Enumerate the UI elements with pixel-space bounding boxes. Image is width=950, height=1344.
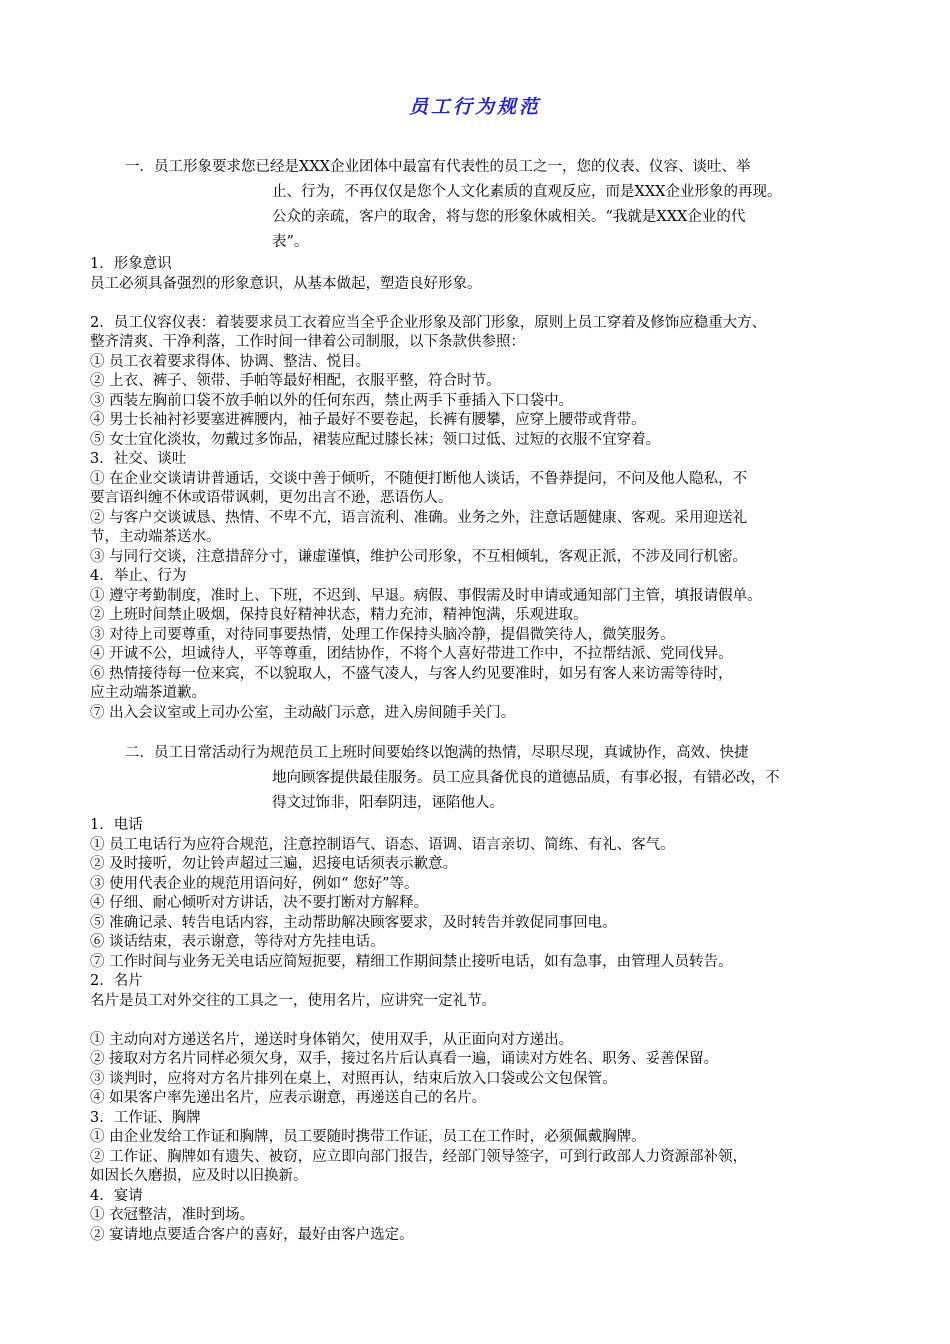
list-item: ② 上衣、裤子、领带、手帕等最好相配，衣服平整，符合时节。 (90, 373, 501, 389)
list-item: ④ 开诚不公，坦诚待人，平等尊重，团结协作，不将个人喜好带进工作中，不拉帮结派、党同伐异。 (90, 646, 733, 662)
paragraph-line: 2．员工仪容仪表：着装要求员工衣着应当全乎企业形象及部门形象，原则上员工穿着及修饰应稳重大方、 (90, 314, 767, 331)
list-item: ① 在企业交谈请讲普通话，交谈中善于倾听，不随便打断他人谈话，不鲁莽提问，不问及他人隐私，不 (90, 470, 748, 487)
subsection-heading: 4．举止、行为 (90, 568, 187, 584)
list-item: ② 与客户交谈诚恳、热情、不卑不亢，语言流利、准确。业务之外，注意话题健康、客观。采用迎送礼 (90, 509, 748, 526)
list-item: ① 由企业发给工作证和胸牌，员工要随时携带工作证，员工在工作时，必须佩戴胸牌。 (90, 1129, 646, 1145)
list-item: 要言语纠缠不休或语带讽刺，更勿出言不逊，恶语伤人。 (90, 490, 453, 506)
section2-heading-cont-1: 地向顾客提供最佳服务。员工应具备优良的道德品质，有事必报，有错必改，不 (272, 770, 780, 786)
subsection-heading: 2．名片 (90, 973, 143, 989)
list-item: 应主动端茶道歉。 (90, 685, 206, 701)
section2-heading-cont-2: 得文过饰非，阳奉阴违，诬陷他人。 (272, 795, 504, 811)
list-item: ⑦ 工作时间与业务无关电话应简短扼要，精细工作期间禁止接听电话，如有急事，由管理人员转告。 (90, 953, 733, 970)
list-item: ① 员工电话行为应符合规范，注意控制语气、语态、语调、语言亲切、简练、有礼、客气。 (90, 836, 675, 853)
list-item: ④ 如果客户率先递出名片，应表示谢意，再递送自己的名片。 (90, 1090, 487, 1106)
subsection-heading: 3．工作证、胸牌 (90, 1109, 201, 1126)
list-item: ① 员工衣着要求得体、协调、整洁、悦目。 (90, 353, 371, 370)
list-item: ② 及时接听，勿让铃声超过三遍，迟接电话须表示歉意。 (90, 856, 458, 872)
list-item: ① 衣冠整洁，准时到场。 (90, 1207, 255, 1223)
list-item: ⑤ 女士宜化淡妆，勿戴过多饰品，裙装应配过膝长袜；领口过低、过短的衣服不宜穿着。 (90, 431, 661, 448)
section1-heading-cont-2: 公众的亲疏，客户的取舍，将与您的形象休戚相关。“我就是XXX企业的代 (272, 209, 746, 225)
list-item: ④ 男士长袖衬衫要塞进裤腰内，袖子最好不要卷起，长裤有腰攀，应穿上腰带或背带。 (90, 412, 646, 428)
list-item: ④ 仔细、耐心倾听对方讲话，决不要打断对方解释。 (90, 895, 429, 911)
section1-body (90, 314, 880, 724)
list-item: ③ 使用代表企业的规范用语问好，例如“ 您好”等。 (90, 875, 419, 892)
subsection-heading: 3．社交、谈吐 (90, 451, 187, 467)
section2-phone-block (90, 816, 880, 1011)
section1-heading-cont-1: 止、行为，不再仅仅是您个人文化素质的直观反应，而是XXX企业形象的再现。 (272, 184, 782, 200)
list-item: ① 主动向对方递送名片，递送时身体销欠，使用双手，从正面向对方递出。 (90, 1031, 574, 1048)
section1-heading-lead: 一．员工形象要求您已经是XXX企业团体中最富有代表性的员工之一，您的仪表、仪容、谈吐、举 (125, 159, 751, 175)
list-item: ③ 对待上司要尊重，对待同事要热情，处理工作保持头脑冷静，提倡微笑待人，微笑服务。 (90, 626, 675, 643)
list-item: ⑥ 谈话结束，表示谢意，等待对方先挂电话。 (90, 934, 385, 950)
section2-card-block (90, 1031, 880, 1246)
list-item: 节，主动端茶送水。 (90, 529, 221, 545)
list-item: ① 遵守考勤制度，准时上、下班，不迟到、早退。病假、事假需及时申请或通知部门主管，填报请假单。 (90, 587, 762, 604)
section1-image-block (90, 255, 880, 294)
list-item: ② 上班时间禁止吸烟，保持良好精神状态，精力充沛，精神饱满，乐观进取。 (90, 607, 588, 623)
paragraph-line: 员工必须具备强烈的形象意识，从基本做起，塑造良好形象。 (90, 275, 482, 292)
list-item: ② 接取对方名片同样必须欠身，双手，接过名片后认真看一遍，诵读对方姓名、职务、妥善保留。 (90, 1051, 719, 1067)
subsection-heading: 4．宴请 (90, 1187, 143, 1204)
list-item: ③ 西装左胸前口袋不放手帕以外的任何东西，禁止两手下垂插入下口袋中。 (90, 392, 574, 409)
list-item: ③ 谈判时，应将对方名片排列在桌上，对照再认，结束后放入口袋或公文包保管。 (90, 1070, 617, 1087)
subsection-heading: 1．电话 (90, 817, 143, 833)
list-item: 如因长久磨损，应及时以旧换新。 (90, 1168, 308, 1184)
list-item: ② 宴请地点要适合客户的喜好，最好由客户选定。 (90, 1226, 414, 1243)
paragraph-line: 名片是员工对外交往的工具之一，使用名片，应讲究一定礼节。 (90, 992, 496, 1009)
document-title: 员工行为规范 (408, 96, 541, 118)
section2 (90, 741, 880, 1245)
section1-heading-cont-3: 表”。 (272, 234, 309, 250)
section2-heading-lead: 二．员工日常活动行为规范员工上班时间要始终以饱满的热情，尽职尽现，真诚协作，高效、快捷 (125, 745, 749, 761)
section1 (90, 155, 880, 723)
paragraph-line: 整齐清爽、干净利落，工作时间一律着公司制服，以下条款供参照： (90, 334, 525, 350)
list-item: ③ 与同行交谈，注意措辞分寸，谦虚谨慎，维护公司形象，不互相倾轧，客观正派，不涉及同行机密。 (90, 548, 748, 565)
list-item: ② 工作证、胸牌如有遗失、被窃，应立即向部门报告，经部门领导签字，可到行政部人力资源部补领， (90, 1148, 748, 1165)
list-item: ⑤ 准确记录、转告电话内容，主动帮助解决顾客要求，及时转告并敦促同事回电。 (90, 914, 617, 931)
list-item: ⑥ 热情接待每一位来宾，不以貌取人，不盛气凌人，与客人约见要准时，如另有客人来访需等待时， (90, 665, 733, 682)
section2-heading (90, 741, 880, 816)
section1-heading (90, 155, 880, 255)
paragraph-line: 1．形象意识 (90, 256, 172, 272)
list-item: ⑦ 出入会议室或上司办公室，主动敲门示意，进入房间随手关门。 (90, 704, 516, 721)
